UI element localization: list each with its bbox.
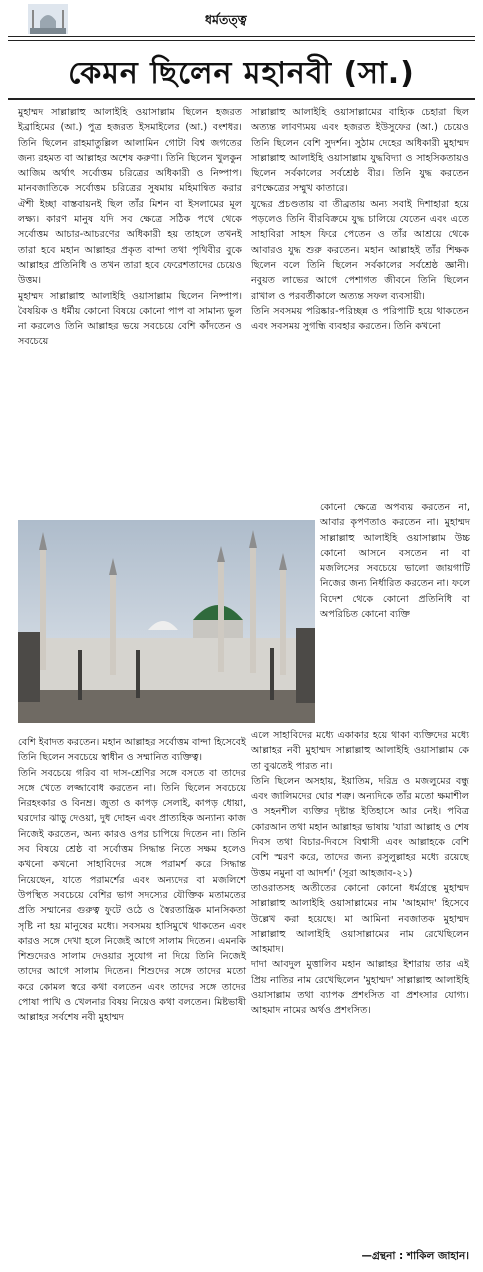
top-rule	[8, 36, 475, 37]
paragraph: দাদা আবদুল মুত্তালিব মহান আল্লাহর ইশারায় তার এই প্রিয় নাতির নাম রেখেছিলেন 'মুহাম্মদ' সাল্লাল্লাহু আলাইহি ওয়াসাল্লাম তথা ব্যাপক প্রশংসিত বা প্রশংসার যোগ্য। আহমাদ নামের অর্থও প্রশংসিত।	[251, 959, 469, 1017]
paragraph: তিনি সবচেয়ে গরিব বা দাস-শ্রেণির সঙ্গে বসতে বা তাদের সঙ্গে খেতে লজ্জাবোধ করতেন না। তিনি ছিলেন সবচেয়ে নিরহংকার ও বিনম্র। জুতা ও কাপড় সেলাই, কাপড় ধোয়া, ঘরদোর ঝাড়ু দেওয়া, দুধ দোহন এবং প্রাত্যহিক অন্যান্য কাজ নিজেই করতেন, অন্য কারও ওপর চাপিয়ে দিতেন না। তিনি সব বিষয়ে শ্রেষ্ঠ বা সর্বোত্তম সিদ্ধান্ত নিতে সক্ষম হলেও কখনো কখনো সাহাবিদের সঙ্গে পরামর্শ করে সিদ্ধান্ত নিয়েছেন, যাতে পরামর্শের এবং অন্যদের বা মজলিশে উপস্থিত সবচেয়ে বেশির ভাগ সদস্যের যৌক্তিক মতামতের প্রতি সম্মানের গুরুত্ব ফুটে ওঠে ও স্বৈরতান্ত্রিক মানসিকতা সৃষ্টি না হয় মানুষের মধ্যে। সবসময় হাসিমুখে থাকতেন এবং কারও সঙ্গে দেখা হলে নিজেই আগে সালাম দিতেন। এমনকি শিশুদেরও সালাম দেওয়ার সুযোগ না দিয়ে তিনি নিজেই তাদের আগে সালাম দিতেন। শিশুদের সঙ্গে তাদের মতো করে কোমল স্বরে কথা বলতেন এবং তাদের সঙ্গে তাদের পোষা পাখি ও খেলনার বিষয় নিয়েও কথা বলতেন। মিষ্টভাষী আল্লাহর সর্বশেষ নবী মুহাম্মদ	[18, 767, 246, 1024]
headline-rule	[8, 98, 475, 100]
paragraph: কোনো ক্ষেত্রে অপব্যয় করতেন না, আবার কৃপণতাও করতেন না। মুহাম্মদ সাল্লাল্লাহু আলাইহি ওয়াসাল্লাম উচ্চ কোনো আসনে বসতেন না বা মজলিসের সবচেয়ে ভালো জায়গাটি নিজের জন্য নির্ধারিত করতেন না। ফলে বিদেশ থেকে কোনো প্রতিনিধি বা অপরিচিত কোনো ব্যক্তি	[320, 502, 470, 621]
left-column-top	[18, 105, 242, 350]
paragraph: তাওরাতসহ অতীতের কোনো কোনো ধর্মগ্রন্থে মুহাম্মদ সাল্লাল্লাহু আলাইহি ওয়াসাল্লামের নাম 'আহমাদ' হিসেবে উল্লেখ করা হয়েছে। মা আমিনা নবজাতক মুহাম্মদ সাল্লাল্লাহু আলাইহি ওয়াসাল্লামের নাম রেখেছিলেন আহমাদ।	[251, 882, 469, 956]
right-column-top	[251, 105, 469, 334]
mosque-logo-icon	[28, 4, 68, 34]
paragraph: তিনি ছিলেন অসহায়, ইয়াতিম, দরিদ্র ও মজলুমের বন্ধু এবং জালিমদের ঘোর শত্রু। অন্যদিকে তাঁর মতো ক্ষমাশীল ও সহনশীল ব্যক্তির দৃষ্টান্ত ইতিহাসে আর নেই। পবিত্র কোরআন তথা মহান আল্লাহর ভাষায় 'যারা আল্লাহ ও শেষ দিবস তথা বিচার-দিবসে বিশ্বাসী এবং আল্লাহকে বেশি বেশি স্মরণ করে, তাদের জন্য রসুলুল্লাহর মধ্যে রয়েছে উত্তম নমুনা বা আদর্শ।' (সূরা আহজাব-২১)	[251, 775, 469, 879]
paragraph: তিনি সবসময় পরিষ্কার-পরিচ্ছন্ন ও পরিপাটি হয়ে থাকতেন এবং সবসময় সুগন্ধি ব্যবহার করতেন। তিনি কখনো	[251, 305, 469, 333]
mosque-photo	[18, 520, 315, 723]
paragraph: বেশি ইবাদত করতেন। মহান আল্লাহর সর্বোত্তম বান্দা হিসেবেই তিনি ছিলেন সবচেয়ে স্বাধীন ও সম্মানিত ব্যক্তিত্ব।	[18, 737, 246, 764]
paragraph: মুহাম্মদ সাল্লাল্লাহু আলাইহি ওয়াসাল্লাম ছিলেন নিষ্পাপ। বৈষয়িক ও ধর্মীয় কোনো বিষয়ে কোনো পাপ বা সামান্য ভুল না করলেও তিনি আল্লাহর ভয়ে সবচেয়ে বেশি কাঁদতেন ও সবচেয়ে	[18, 290, 242, 348]
right-column-wrap	[320, 500, 470, 622]
top-rule-thin	[8, 40, 475, 41]
left-column-bottom	[18, 735, 246, 1026]
headline: কেমন ছিলেন মহানবী (সা.)	[68, 56, 415, 91]
paragraph: মুহাম্মদ সাল্লাল্লাহু আলাইহি ওয়াসাল্লাম ছিলেন হজরত ইব্রাহিমের (আ.) পুত্র হজরত ইসমাইলের (আ.) বংশধর। তিনি ছিলেন রাহমাতুল্লিল আলামিন গোটা বিশ্ব জগতের জন্য রহমত বা আল্লাহর অশেষ করুণা। তিনি ছিলেন খুলকুন আজিম অর্থাৎ সর্বোত্তম চরিত্রের অধিকারী ও নিষ্পাপ। মানবজাতিকে সর্বোত্তম চরিত্রের সুষমায় মহিমান্বিত করার ঐশী ইচ্ছা বাস্তবায়নই ছিল তাঁর মিশন বা ইসলামের মূল লক্ষ্য। কারণ মানুষ যদি সব ক্ষেত্রে সঠিক পথে থেকে সর্বোত্তম আচার-আচরণের অধিকারী হয় তাহলে তখনই তারা হবে মহান আল্লাহর প্রকৃত বান্দা তথা পৃথিবীর বুকে আল্লাহর প্রতিনিধি ও তখন তারা হবে ফেরেশতাদের চেয়েও উত্তম।	[18, 107, 242, 287]
paragraph: যুদ্ধের প্রচণ্ডতায় বা তীব্রতায় অন্য সবাই দিশাহারা হয়ে পড়লেও তিনি বীরবিক্রমে যুদ্ধ চালিয়ে যেতেন এবং এতে সাহাবিরা সাহস ফিরে পেতেন ও তাঁর আশ্রয়ে থেকে আবারও যুদ্ধ শুরু করতেন। মহান আল্লাহই তাঁর শিক্ষক ছিলেন বলে তিনি ছিলেন সর্বকালের সর্বশ্রেষ্ঠ জ্ঞানী। নবুয়ত লাভের আগে পেশাগত জীবনে তিনি ছিলেন রাখাল ও পরবর্তীকালে অত্যন্ত সফল ব্যবসায়ী।	[251, 198, 469, 302]
paragraph: এলে সাহাবিদের মধ্যে একাকার হয়ে থাকা ব্যক্তিদের মধ্যে আল্লাহর নবী মুহাম্মদ সাল্লাল্লাহু আলাইহি ওয়াসাল্লাম কে তা বুঝতেই পারত না।	[251, 730, 469, 772]
byline: —গ্রন্থনা : শাকিল জাহান।	[361, 1250, 469, 1262]
section-name: ধর্মতত্ত্ব	[205, 12, 247, 27]
right-column-bottom	[251, 728, 469, 1019]
section-header	[0, 0, 483, 36]
paragraph: সাল্লাল্লাহু আলাইহি ওয়াসাল্লামের বাহ্যিক চেহারা ছিল অত্যন্ত লাবণ্যময় এবং হজরত ইউসুফের (আ.) চেয়েও তিনি ছিলেন বেশি সুদর্শন। সুঠাম দেহের অধিকারী মুহাম্মদ সাল্লাল্লাহু আলাইহি ওয়াসাল্লাম যুদ্ধবিদ্যা ও সাহসিকতায়ও ছিলেন সর্বকালের সর্বশ্রেষ্ঠ বীর। তিনি যুদ্ধ করতেন রণক্ষেত্রের সম্মুখ কাতারে।	[251, 107, 469, 195]
